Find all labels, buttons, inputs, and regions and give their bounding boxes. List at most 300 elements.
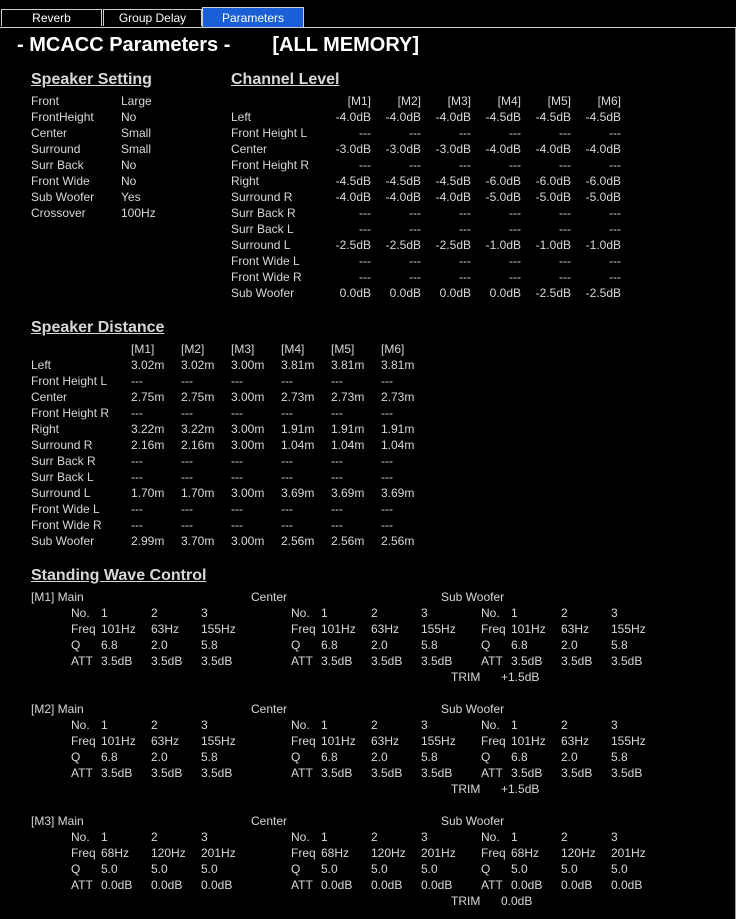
page-title (17, 34, 419, 57)
swc-value: 2.0 (561, 638, 578, 652)
swc-row-label: Freq (481, 734, 506, 748)
speaker-distance-value: 3.02m (181, 358, 215, 372)
swc-value: 2 (561, 718, 568, 732)
channel-level-value: --- (509, 158, 521, 172)
swc-value: 3 (611, 718, 618, 732)
swc-row-label: Q (291, 862, 301, 876)
channel-level-value: -4.5dB (335, 174, 371, 188)
channel-level-value: -4.0dB (385, 190, 421, 204)
speaker-distance-value: 1.70m (181, 486, 215, 500)
speaker-distance-row-label: Right (31, 422, 60, 436)
swc-row-label: Freq (71, 846, 96, 860)
channel-level-column-header: [M1] (347, 94, 371, 108)
swc-value: 1 (101, 718, 108, 732)
channel-level-row-label: Right (231, 174, 260, 188)
channel-level-value: --- (609, 222, 621, 236)
speaker-distance-value: --- (231, 518, 243, 532)
speaker-distance-value: --- (181, 518, 193, 532)
swc-value: 5.8 (201, 750, 218, 764)
channel-level-value: --- (409, 126, 421, 140)
swc-value: 3.5dB (511, 766, 543, 780)
swc-value: 1 (101, 606, 108, 620)
channel-level-value: -3.0dB (335, 142, 371, 156)
channel-level-row-label: Surround R (231, 190, 293, 204)
swc-value: 5.8 (611, 638, 628, 652)
speaker-distance-value: --- (181, 470, 193, 484)
speaker-distance-value: --- (381, 470, 393, 484)
swc-row-label: No. (481, 830, 500, 844)
swc-value: 6.8 (511, 638, 528, 652)
swc-value: 3.5dB (151, 766, 183, 780)
channel-level-value: --- (409, 222, 421, 236)
swc-value: 3.5dB (151, 654, 183, 668)
speaker-distance-heading: Speaker Distance (31, 319, 165, 336)
channel-level-value: -2.5dB (435, 238, 471, 252)
speaker-distance-value: --- (381, 454, 393, 468)
speaker-setting-label: Front Wide (31, 174, 90, 188)
speaker-distance-column-header: [M6] (381, 342, 405, 356)
swc-value: 5.8 (421, 638, 438, 652)
channel-level-value: 0.0dB (389, 286, 421, 300)
channel-level-row-label: Surr Back R (231, 206, 296, 220)
speaker-setting-value: Small (121, 126, 152, 140)
speaker-distance-value: 1.04m (281, 438, 315, 452)
speaker-distance-value: --- (131, 406, 143, 420)
channel-level-value: -4.0dB (535, 142, 571, 156)
speaker-setting-label: Crossover (31, 206, 86, 220)
channel-level-value: -4.5dB (535, 110, 571, 124)
channel-level-value: -3.0dB (385, 142, 421, 156)
channel-level-row-label: Front Height R (231, 158, 310, 172)
channel-level-value: 0.0dB (339, 286, 371, 300)
speaker-distance-row-label: Front Wide R (31, 518, 102, 532)
swc-value: 155Hz (611, 622, 646, 636)
swc-value: 5.8 (421, 750, 438, 764)
channel-level-value: -4.0dB (435, 190, 471, 204)
channel-level-column-header: [M5] (547, 94, 571, 108)
swc-trim-label: TRIM (451, 782, 481, 796)
speaker-distance-value: 3.00m (231, 534, 265, 548)
speaker-distance-value: --- (231, 454, 243, 468)
speaker-distance-value: --- (281, 374, 293, 388)
speaker-distance-value: --- (331, 518, 343, 532)
swc-value: 155Hz (611, 734, 646, 748)
channel-level-value: --- (509, 254, 521, 268)
swc-value: 101Hz (101, 734, 136, 748)
channel-level-value: --- (459, 206, 471, 220)
speaker-setting-value: 100Hz (121, 206, 156, 220)
channel-level-value: -2.5dB (535, 286, 571, 300)
swc-row-label: ATT (291, 654, 313, 668)
swc-value: 3.5dB (421, 654, 453, 668)
channel-level-row-label: Center (231, 142, 268, 156)
swc-value: 120Hz (371, 846, 406, 860)
speaker-distance-row-label: Surround R (31, 438, 93, 452)
speaker-setting-value: Small (121, 142, 152, 156)
page-title-memory: [ALL MEMORY] (272, 34, 420, 56)
swc-value: 3.5dB (371, 654, 403, 668)
speaker-distance-value: 3.00m (231, 422, 265, 436)
channel-level-value: --- (609, 126, 621, 140)
speaker-distance-value: 2.99m (131, 534, 165, 548)
swc-row-label: ATT (481, 654, 503, 668)
swc-value: 101Hz (511, 622, 546, 636)
channel-level-value: --- (559, 270, 571, 284)
speaker-distance-value: --- (131, 470, 143, 484)
swc-trim-label: TRIM (451, 894, 481, 908)
swc-value: 201Hz (201, 846, 236, 860)
swc-value: 0.0dB (421, 878, 453, 892)
speaker-distance-value: 2.16m (131, 438, 165, 452)
swc-value: 6.8 (511, 750, 528, 764)
speaker-distance-value: 3.00m (231, 486, 265, 500)
speaker-distance-value: --- (331, 406, 343, 420)
speaker-distance-value: 3.81m (331, 358, 365, 372)
swc-block-title: Center (251, 702, 288, 716)
swc-row-label: No. (291, 718, 310, 732)
speaker-distance-value: 3.69m (281, 486, 315, 500)
swc-trim-value: +1.5dB (501, 670, 540, 684)
swc-value: 155Hz (421, 734, 456, 748)
swc-row-label: No. (71, 830, 90, 844)
channel-level-value: -4.0dB (585, 142, 621, 156)
speaker-setting-label: Center (31, 126, 68, 140)
swc-value: 5.0 (611, 862, 628, 876)
speaker-distance-row-label: Surround L (31, 486, 91, 500)
swc-value: 120Hz (151, 846, 186, 860)
speaker-distance-value: 2.73m (331, 390, 365, 404)
swc-block-title: [M1] Main (31, 590, 84, 604)
channel-level-column-header: [M2] (397, 94, 421, 108)
channel-level-value: -1.0dB (535, 238, 571, 252)
speaker-distance-value: --- (231, 406, 243, 420)
swc-block-title: [M2] Main (31, 702, 84, 716)
speaker-distance-value: --- (381, 518, 393, 532)
swc-value: 68Hz (511, 846, 540, 860)
speaker-distance-value: 2.16m (181, 438, 215, 452)
swc-value: 1 (101, 830, 108, 844)
swc-value: 1 (511, 830, 518, 844)
swc-value: 201Hz (611, 846, 646, 860)
swc-trim-label: TRIM (451, 670, 481, 684)
swc-value: 63Hz (371, 734, 400, 748)
swc-value: 2 (371, 718, 378, 732)
channel-level-value: -5.0dB (585, 190, 621, 204)
speaker-distance-value: 2.56m (331, 534, 365, 548)
swc-value: 2.0 (371, 750, 388, 764)
channel-level-value: --- (459, 254, 471, 268)
swc-value: 3 (201, 606, 208, 620)
swc-value: 3.5dB (201, 766, 233, 780)
channel-level-row-label: Surround L (231, 238, 291, 252)
speaker-distance-value: 3.00m (231, 358, 265, 372)
swc-value: 1 (321, 830, 328, 844)
swc-value: 3 (421, 606, 428, 620)
speaker-distance-row-label: Sub Woofer (31, 534, 95, 548)
channel-level-value: --- (509, 270, 521, 284)
swc-value: 3 (421, 718, 428, 732)
swc-value: 1 (511, 718, 518, 732)
swc-value: 101Hz (101, 622, 136, 636)
channel-level-value: -6.0dB (585, 174, 621, 188)
channel-level-value: -4.5dB (435, 174, 471, 188)
channel-level-value: -4.5dB (385, 174, 421, 188)
speaker-distance-value: --- (131, 374, 143, 388)
speaker-distance-value: --- (131, 454, 143, 468)
swc-value: 3.5dB (201, 654, 233, 668)
swc-value: 2.0 (371, 638, 388, 652)
swc-value: 6.8 (321, 638, 338, 652)
swc-value: 63Hz (561, 622, 590, 636)
swc-value: 6.8 (321, 750, 338, 764)
swc-value: 63Hz (151, 734, 180, 748)
speaker-distance-value: --- (181, 502, 193, 516)
speaker-setting-label: Front (31, 94, 60, 108)
channel-level-value: --- (609, 206, 621, 220)
swc-block-title: Center (251, 814, 288, 828)
swc-value: 0.0dB (151, 878, 183, 892)
swc-value: 1 (321, 606, 328, 620)
speaker-distance-value: 2.75m (181, 390, 215, 404)
speaker-setting-value: No (121, 158, 137, 172)
swc-value: 3.5dB (511, 654, 543, 668)
swc-row-label: ATT (481, 878, 503, 892)
swc-row-label: Freq (291, 846, 316, 860)
swc-row-label: Freq (291, 734, 316, 748)
swc-value: 3 (611, 606, 618, 620)
speaker-distance-value: 3.69m (381, 486, 415, 500)
channel-level-value: --- (509, 222, 521, 236)
swc-value: 68Hz (101, 846, 130, 860)
swc-row-label: ATT (71, 878, 93, 892)
channel-level-value: --- (409, 254, 421, 268)
speaker-setting-heading: Speaker Setting (31, 71, 152, 88)
swc-value: 101Hz (321, 734, 356, 748)
channel-level-value: -3.0dB (435, 142, 471, 156)
speaker-distance-value: --- (231, 374, 243, 388)
channel-level-column-header: [M4] (497, 94, 521, 108)
speaker-distance-column-header: [M1] (131, 342, 155, 356)
swc-row-label: Freq (71, 622, 96, 636)
speaker-distance-value: 3.00m (231, 390, 265, 404)
swc-row-label: Q (71, 750, 81, 764)
swc-row-label: Q (291, 750, 301, 764)
speaker-setting-value: Yes (121, 190, 141, 204)
channel-level-value: --- (409, 270, 421, 284)
swc-row-label: No. (481, 718, 500, 732)
channel-level-value: --- (559, 254, 571, 268)
swc-value: 155Hz (201, 734, 236, 748)
swc-value: 5.8 (611, 750, 628, 764)
speaker-distance-value: --- (181, 454, 193, 468)
speaker-distance-value: 3.69m (331, 486, 365, 500)
speaker-distance-value: --- (381, 406, 393, 420)
speaker-distance-value: --- (281, 470, 293, 484)
speaker-distance-value: 2.75m (131, 390, 165, 404)
swc-value: 1 (511, 606, 518, 620)
standing-wave-heading: Standing Wave Control (31, 567, 207, 584)
swc-value: 2.0 (151, 750, 168, 764)
swc-value: 0.0dB (561, 878, 593, 892)
channel-level-value: -4.0dB (435, 110, 471, 124)
swc-value: 3 (611, 830, 618, 844)
swc-value: 5.0 (511, 862, 528, 876)
swc-value: 2.0 (151, 638, 168, 652)
swc-row-label: No. (71, 606, 90, 620)
speaker-distance-value: 1.70m (131, 486, 165, 500)
channel-level-value: -1.0dB (485, 238, 521, 252)
swc-trim-value: 0.0dB (501, 894, 533, 908)
swc-value: 101Hz (321, 622, 356, 636)
swc-row-label: Q (481, 862, 491, 876)
swc-trim-value: +1.5dB (501, 782, 540, 796)
page-title-main: - MCACC Parameters - (17, 34, 231, 56)
swc-value: 201Hz (421, 846, 456, 860)
swc-row-label: ATT (71, 654, 93, 668)
channel-level-value: --- (509, 126, 521, 140)
speaker-distance-value: 3.22m (131, 422, 165, 436)
speaker-distance-value: --- (131, 502, 143, 516)
channel-level-value: -4.5dB (585, 110, 621, 124)
speaker-distance-row-label: Front Height R (31, 406, 110, 420)
speaker-setting-label: FrontHeight (31, 110, 94, 124)
swc-value: 3 (201, 718, 208, 732)
channel-level-value: 0.0dB (489, 286, 521, 300)
swc-value: 2 (151, 606, 158, 620)
speaker-setting-value: No (121, 174, 137, 188)
channel-level-value: --- (359, 206, 371, 220)
channel-level-value: -4.5dB (485, 110, 521, 124)
speaker-distance-value: 3.81m (281, 358, 315, 372)
swc-value: 5.0 (371, 862, 388, 876)
channel-level-value: --- (609, 158, 621, 172)
channel-level-value: --- (359, 270, 371, 284)
swc-value: 3 (421, 830, 428, 844)
channel-level-value: --- (609, 254, 621, 268)
speaker-distance-column-header: [M4] (281, 342, 305, 356)
speaker-distance-row-label: Front Height L (31, 374, 108, 388)
speaker-distance-value: --- (181, 374, 193, 388)
speaker-distance-value: --- (281, 406, 293, 420)
swc-value: 3.5dB (611, 766, 643, 780)
swc-value: 5.0 (561, 862, 578, 876)
swc-row-label: No. (291, 830, 310, 844)
channel-level-value: -4.0dB (335, 190, 371, 204)
swc-value: 0.0dB (321, 878, 353, 892)
speaker-distance-value: 3.22m (181, 422, 215, 436)
speaker-distance-value: --- (281, 502, 293, 516)
swc-row-label: Q (481, 750, 491, 764)
speaker-setting-value: No (121, 110, 137, 124)
speaker-distance-column-header: [M3] (231, 342, 255, 356)
tab-parameters[interactable]: Parameters (202, 7, 304, 28)
speaker-setting-value: Large (121, 94, 152, 108)
speaker-distance-value: --- (181, 406, 193, 420)
swc-row-label: ATT (71, 766, 93, 780)
speaker-distance-value: --- (331, 374, 343, 388)
swc-row-label: No. (481, 606, 500, 620)
swc-value: 3.5dB (321, 654, 353, 668)
channel-level-column-header: [M3] (447, 94, 471, 108)
speaker-distance-value: 1.91m (281, 422, 315, 436)
speaker-distance-value: 3.70m (181, 534, 215, 548)
swc-value: 2 (151, 718, 158, 732)
speaker-distance-row-label: Surr Back R (31, 454, 96, 468)
speaker-distance-value: --- (381, 374, 393, 388)
swc-value: 2 (561, 606, 568, 620)
swc-value: 0.0dB (201, 878, 233, 892)
speaker-distance-value: 1.91m (331, 422, 365, 436)
speaker-distance-row-label: Center (31, 390, 68, 404)
speaker-distance-row-label: Left (31, 358, 52, 372)
channel-level-value: --- (559, 158, 571, 172)
channel-level-value: --- (359, 158, 371, 172)
swc-value: 155Hz (201, 622, 236, 636)
swc-value: 101Hz (511, 734, 546, 748)
speaker-distance-value: --- (231, 502, 243, 516)
speaker-setting-label: Surr Back (31, 158, 84, 172)
channel-level-value: -2.5dB (385, 238, 421, 252)
swc-row-label: Q (291, 638, 301, 652)
channel-level-value: --- (459, 158, 471, 172)
swc-value: 1 (321, 718, 328, 732)
swc-row-label: No. (291, 606, 310, 620)
speaker-distance-value: 3.00m (231, 438, 265, 452)
channel-level-row-label: Surr Back L (231, 222, 294, 236)
swc-row-label: ATT (291, 766, 313, 780)
channel-level-value: --- (559, 126, 571, 140)
swc-value: 2 (371, 606, 378, 620)
swc-block-title: [M3] Main (31, 814, 84, 828)
channel-level-value: -5.0dB (485, 190, 521, 204)
tab-group-delay[interactable]: Group Delay (103, 9, 202, 26)
channel-level-value: -6.0dB (535, 174, 571, 188)
swc-value: 2 (151, 830, 158, 844)
swc-value: 5.8 (201, 638, 218, 652)
swc-block-title: Center (251, 590, 288, 604)
tab-bar (0, 0, 736, 28)
speaker-distance-value: --- (331, 454, 343, 468)
swc-row-label: Freq (481, 622, 506, 636)
speaker-distance-value: 2.56m (381, 534, 415, 548)
channel-level-value: --- (609, 270, 621, 284)
channel-level-value: -2.5dB (335, 238, 371, 252)
swc-row-label: Q (71, 862, 81, 876)
swc-value: 5.0 (201, 862, 218, 876)
channel-level-value: -4.0dB (335, 110, 371, 124)
channel-level-value: --- (359, 126, 371, 140)
swc-value: 5.0 (421, 862, 438, 876)
swc-row-label: No. (71, 718, 90, 732)
swc-value: 2 (371, 830, 378, 844)
channel-level-value: --- (359, 222, 371, 236)
speaker-distance-value: 3.02m (131, 358, 165, 372)
swc-value: 63Hz (561, 734, 590, 748)
swc-value: 5.0 (321, 862, 338, 876)
speaker-distance-value: --- (331, 470, 343, 484)
swc-row-label: Freq (291, 622, 316, 636)
channel-level-row-label: Sub Woofer (231, 286, 295, 300)
channel-level-value: --- (459, 270, 471, 284)
tab-reverb[interactable]: Reverb (1, 9, 102, 26)
channel-level-column-header: [M6] (597, 94, 621, 108)
speaker-setting-label: Surround (31, 142, 81, 156)
channel-level-row-label: Front Wide L (231, 254, 300, 268)
swc-value: 3.5dB (561, 766, 593, 780)
swc-block-title: Sub Woofer (441, 814, 505, 828)
swc-value: 120Hz (561, 846, 596, 860)
swc-value: 2 (561, 830, 568, 844)
